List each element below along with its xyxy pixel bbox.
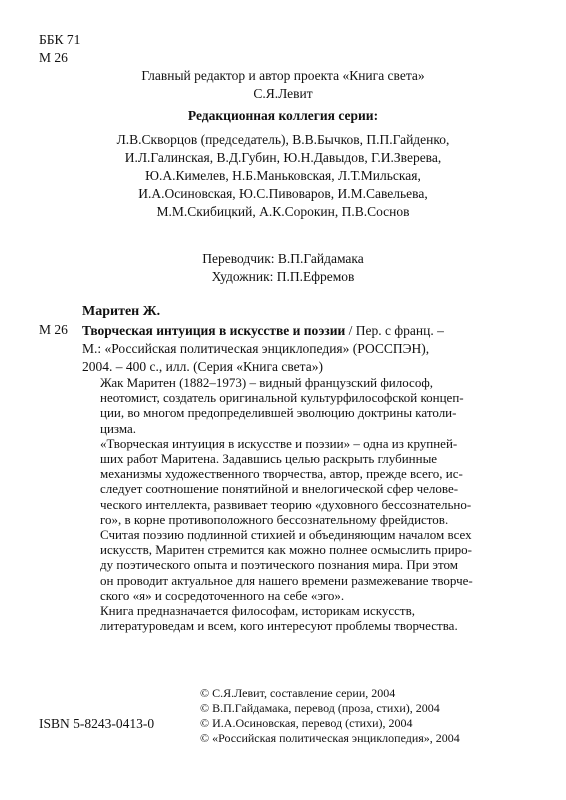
- copyright-line: © С.Я.Левит, составление серии, 2004: [200, 686, 396, 700]
- chief-editor-line: Главный редактор и автор проекта «Книга света»: [141, 68, 425, 83]
- chief-editor-name: С.Я.Левит: [253, 86, 313, 101]
- copyright-line: © «Российская политическая энциклопедия», 2004: [200, 731, 460, 745]
- annotation-line: ского «я» и сосредоточенного на себе «эго».: [100, 587, 345, 603]
- isbn: ISBN 5-8243-0413-0: [39, 716, 155, 731]
- biblio-line-2: М.: «Российская политическая энциклопедия» (РОССПЭН),: [82, 341, 430, 356]
- annotation-line: ческого интеллекта, развивает теорию «духовного бессознательно-: [100, 496, 472, 512]
- annotation-line: «Творческая интуиция в искусстве и поэзии» – одна из крупней-: [100, 435, 458, 451]
- catalog-author: Маритен Ж.: [82, 304, 161, 319]
- translator-credit: Переводчик: В.П.Гайдамака: [202, 251, 364, 266]
- artist-credit: Художник: П.П.Ефремов: [211, 269, 355, 284]
- annotation-line: следует соотношение понятийной и внелогической сфер челове-: [100, 481, 459, 497]
- annotation: [82, 375, 542, 633]
- annotation-line: неотомист, создатель оригинальной культурфилософской концеп-: [100, 390, 464, 406]
- catalog-code: М 26: [39, 322, 68, 337]
- annotation-line: ции, во многом предопределившей эволюцию доктрины католи-: [100, 405, 457, 421]
- annotation-line: Книга предназначается философам, историкам искусств,: [100, 603, 416, 619]
- biblio-translation-note: / Пер. с франц. –: [345, 323, 444, 338]
- biblio-line-1: [82, 322, 444, 340]
- editorial-board-line: И.А.Осиновская, Ю.С.Пивоваров, И.М.Савельева,: [138, 186, 428, 201]
- annotation-line: механизмы художественного творчества, автор, прежде всего, ис-: [100, 466, 463, 482]
- annotation-line: Считая поэзию подлинной стихией и объединяющим началом всех: [100, 527, 472, 543]
- annotation-line: ду поэтического опыта и поэтического познания мира. При этом: [100, 557, 459, 573]
- biblio-line-3: 2004. – 400 с., илл. (Серия «Книга света»): [82, 359, 323, 374]
- editorial-board-line: И.Л.Галинская, В.Д.Губин, Ю.Н.Давыдов, Г.И.Зверева,: [124, 150, 442, 165]
- annotation-line: литературоведам и всем, кого интересуют проблемы творчества.: [100, 618, 458, 634]
- annotation-line: цизма.: [100, 420, 137, 436]
- annotation-line: го», в корне противоположного бессознательному фрейдистов.: [100, 511, 449, 527]
- copyright-notices: [200, 686, 460, 746]
- udk-code: М 26: [39, 50, 68, 65]
- annotation-paragraph: [82, 603, 542, 633]
- bibliographic-record: [82, 322, 444, 376]
- editorial-board-line: Ю.А.Кимелев, Н.Б.Маньковская, Л.Т.Мильская,: [145, 168, 421, 183]
- copyright-line: © В.П.Гайдамака, перевод (проза, стихи), 2004: [200, 701, 440, 715]
- annotation-line: искусств, Маритен стремится как можно полнее осмыслить приро-: [100, 542, 473, 558]
- chief-editor-block: [0, 67, 566, 103]
- editorial-board-line: М.М.Скибицкий, А.К.Сорокин, П.В.Соснов: [156, 204, 410, 219]
- book-title: Творческая интуиция в искусстве и поэзии: [82, 323, 346, 338]
- annotation-line: Жак Маритен (1882–1973) – видный французский философ,: [100, 375, 433, 390]
- editorial-board-list: [0, 131, 566, 221]
- annotation-line: он проводит актуальное для нашего времени размежевание творче-: [100, 572, 473, 588]
- copyright-line: © И.А.Осиновская, перевод (стихи), 2004: [200, 716, 413, 730]
- annotation-paragraph: [82, 375, 542, 436]
- editorial-board-heading: Редакционная коллегия серии:: [187, 108, 379, 123]
- editorial-board-line: Л.В.Скворцов (председатель), В.В.Бычков, П.П.Гайденко,: [116, 132, 450, 147]
- annotation-paragraph: [82, 436, 542, 603]
- annotation-line: ших работ Маритена. Задавшись целью раскрыть глубинные: [100, 451, 438, 467]
- credits-block: [0, 250, 566, 286]
- bbk-code: ББК 71: [39, 32, 81, 47]
- classification-codes: [39, 31, 80, 67]
